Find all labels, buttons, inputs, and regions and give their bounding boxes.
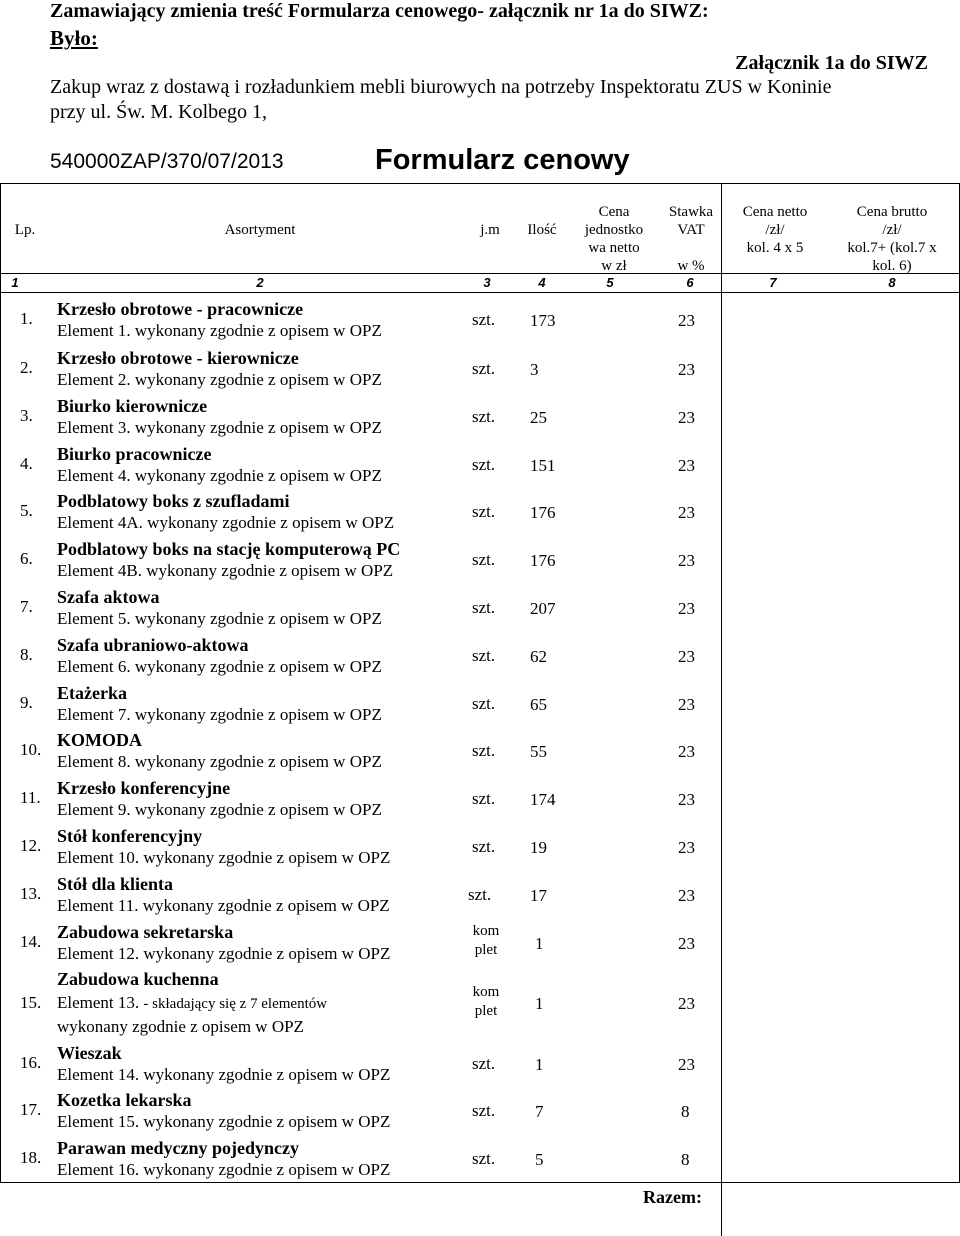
row-element-desc-continued: wykonany zgodnie z opisem w OPZ [57, 1017, 304, 1036]
row-element-desc: Element 16. wykonany zgodnie z opisem w OPZ [57, 1160, 391, 1179]
row-unit: kom plet [472, 923, 500, 958]
row-vat-rate: 8 [681, 1102, 690, 1121]
row-quantity: 5 [535, 1150, 544, 1169]
row-unit: szt. [468, 885, 492, 904]
row-quantity: 176 [530, 551, 556, 570]
row-unit: szt. [472, 407, 496, 426]
col-header-stawka-vat: Stawka VAT w % [668, 204, 714, 274]
row-vat-rate: 23 [678, 695, 695, 714]
header-divider [0, 273, 960, 274]
row-quantity: 17 [530, 886, 547, 905]
row-quantity: 176 [530, 503, 556, 522]
row-lp: 18. [20, 1148, 42, 1167]
row-vat-rate: 23 [678, 360, 695, 379]
row-unit: szt. [472, 310, 496, 329]
row-item-name: KOMODA [57, 730, 142, 750]
row-unit: szt. [472, 455, 496, 474]
row-element-desc: Element 11. wykonany zgodnie z opisem w OPZ [57, 896, 390, 915]
row-vat-rate: 8 [681, 1150, 690, 1169]
row-element-desc: Element 4A. wykonany zgodnie z opisem w OPZ [57, 513, 395, 532]
row-vat-rate: 23 [678, 551, 695, 570]
column-numbers-divider [0, 292, 960, 293]
row-lp: 6. [20, 549, 33, 568]
row-item-name: Szafa ubraniowo-aktowa [57, 635, 249, 655]
row-lp: 17. [20, 1100, 42, 1119]
row-quantity: 65 [530, 695, 547, 714]
row-lp: 1. [20, 309, 33, 328]
row-element-desc: Element 10. wykonany zgodnie z opisem w OPZ [57, 848, 391, 867]
col-number-4: 4 [538, 275, 546, 290]
col-header-ilosc: Ilość [527, 222, 557, 238]
row-lp: 11. [20, 788, 41, 807]
row-unit: szt. [472, 646, 496, 665]
col-number-5: 5 [606, 275, 614, 290]
row-item-name: Krzesło obrotowe - kierownicze [57, 348, 299, 368]
page-title: Formularz cenowy [375, 144, 630, 176]
row-element-desc: Element 5. wykonany zgodnie z opisem w OPZ [57, 609, 382, 628]
row-item-name: Parawan medyczny pojedynczy [57, 1138, 299, 1158]
row-item-name: Etażerka [57, 683, 127, 703]
row-quantity: 7 [535, 1102, 544, 1121]
row-element-desc: Element 13. - składający się z 7 elementów [57, 993, 328, 1012]
row-quantity: 1 [535, 1055, 544, 1074]
table-top-border [0, 183, 960, 184]
subject-line-1: Zakup wraz z dostawą i rozładunkiem mebli biurowych na potrzeby Inspektoratu ZUS w Koninie [50, 76, 832, 98]
row-element-desc: Element 6. wykonany zgodnie z opisem w OPZ [57, 657, 382, 676]
row-item-name: Krzesło obrotowe - pracownicze [57, 299, 304, 319]
row-element-desc: Element 3. wykonany zgodnie z opisem w OPZ [57, 418, 382, 437]
row-element-desc: Element 7. wykonany zgodnie z opisem w OPZ [57, 705, 382, 724]
col-number-2: 2 [256, 275, 264, 290]
row-vat-rate: 23 [678, 1055, 695, 1074]
row-quantity: 1 [535, 994, 544, 1013]
row-lp: 9. [20, 693, 33, 712]
change-notice-heading: Zamawiający zmienia treść Formularza cenowego- załącznik nr 1a do SIWZ: [50, 0, 709, 22]
row-vat-rate: 23 [678, 742, 695, 761]
row-lp: 5. [20, 501, 33, 520]
case-number: 540000ZAP/370/07/2013 [50, 150, 284, 173]
col-header-lp: Lp. [14, 222, 36, 238]
row-item-name: Zabudowa sekretarska [57, 922, 234, 942]
row-quantity: 3 [530, 360, 539, 379]
row-vat-rate: 23 [678, 886, 695, 905]
row-quantity: 62 [530, 647, 547, 666]
row-quantity: 25 [530, 408, 547, 427]
row-quantity: 207 [530, 599, 556, 618]
row-quantity: 19 [530, 838, 547, 857]
row-vat-rate: 23 [678, 647, 695, 666]
col-number-8: 8 [888, 275, 896, 290]
col-number-7: 7 [769, 275, 777, 290]
row-unit: szt. [472, 1149, 496, 1168]
row-lp: 15. [20, 993, 42, 1012]
row-unit: szt. [472, 502, 496, 521]
row-lp: 14. [20, 932, 42, 951]
row-unit: kom plet [472, 984, 500, 1019]
row-quantity: 174 [530, 790, 556, 809]
row-vat-rate: 23 [678, 934, 695, 953]
row-vat-rate: 23 [678, 838, 695, 857]
col-number-1: 1 [11, 275, 19, 290]
row-vat-rate: 23 [678, 408, 695, 427]
grid-line-netto [721, 183, 722, 1236]
col-header-jm: j.m [480, 222, 500, 238]
row-quantity: 1 [535, 934, 544, 953]
row-vat-rate: 23 [678, 790, 695, 809]
col-header-asortyment: Asortyment [224, 222, 296, 238]
row-lp: 4. [20, 454, 33, 473]
row-lp: 7. [20, 597, 33, 616]
row-unit: szt. [472, 789, 496, 808]
row-lp: 3. [20, 406, 33, 425]
row-unit: szt. [472, 1054, 496, 1073]
row-element-desc: Element 9. wykonany zgodnie z opisem w OPZ [57, 800, 382, 819]
row-lp: 2. [20, 358, 33, 377]
row-vat-rate: 23 [678, 311, 695, 330]
row-unit: szt. [472, 598, 496, 617]
row-item-name: Stół dla klienta [57, 874, 174, 894]
grid-line-left [0, 183, 1, 1182]
row-lp: 12. [20, 836, 42, 855]
row-item-name: Podblatowy boks z szufladami [57, 491, 290, 511]
row-quantity: 55 [530, 742, 547, 761]
row-unit: szt. [472, 359, 496, 378]
row-item-name: Zabudowa kuchenna [57, 969, 219, 989]
row-unit: szt. [472, 694, 496, 713]
row-vat-rate: 23 [678, 456, 695, 475]
col-number-3: 3 [483, 275, 491, 290]
row-vat-rate: 23 [678, 599, 695, 618]
row-vat-rate: 23 [678, 503, 695, 522]
row-element-desc: Element 12. wykonany zgodnie z opisem w OPZ [57, 944, 391, 963]
row-element-desc: Element 1. wykonany zgodnie z opisem w OPZ [57, 321, 382, 340]
col-header-cena-brutto: Cena brutto /zł/ kol.7+ (kol.7 x kol. 6) [847, 204, 937, 274]
row-unit: szt. [472, 1101, 496, 1120]
row-quantity: 173 [530, 311, 556, 330]
row-unit: szt. [472, 837, 496, 856]
row-vat-rate: 23 [678, 994, 695, 1013]
row-lp: 13. [20, 884, 42, 903]
was-label: Było: [50, 26, 98, 50]
row-element-desc: Element 2. wykonany zgodnie z opisem w OPZ [57, 370, 382, 389]
row-unit: szt. [472, 741, 496, 760]
row-element-desc: Element 8. wykonany zgodnie z opisem w OPZ [57, 752, 382, 771]
row-unit: szt. [472, 550, 496, 569]
row-item-name: Biurko pracownicze [57, 444, 212, 464]
row-item-name: Biurko kierownicze [57, 396, 208, 416]
row-item-name: Krzesło konferencyjne [57, 778, 231, 798]
row-element-desc: Element 4B. wykonany zgodnie z opisem w OPZ [57, 561, 394, 580]
attachment-label: Załącznik 1a do SIWZ [735, 52, 928, 74]
row-element-desc: Element 15. wykonany zgodnie z opisem w OPZ [57, 1112, 391, 1131]
row-element-desc: Element 4. wykonany zgodnie z opisem w OPZ [57, 466, 382, 485]
total-label: Razem: [643, 1187, 702, 1207]
row-item-name: Wieszak [57, 1043, 122, 1063]
row-quantity: 151 [530, 456, 556, 475]
row-lp: 8. [20, 645, 33, 664]
col-number-6: 6 [686, 275, 694, 290]
row-item-name: Szafa aktowa [57, 587, 160, 607]
row-lp: 10. [20, 740, 42, 759]
table-bottom-border [0, 1182, 960, 1183]
col-header-cena-netto: Cena netto /zł/ kol. 4 x 5 [742, 204, 808, 256]
row-element-desc: Element 14. wykonany zgodnie z opisem w OPZ [57, 1065, 391, 1084]
row-item-name: Podblatowy boks na stację komputerową PC [57, 539, 401, 559]
subject-line-2: przy ul. Św. M. Kolbego 1, [50, 101, 268, 123]
row-lp: 16. [20, 1053, 42, 1072]
row-item-name: Stół konferencyjny [57, 826, 203, 846]
col-header-cena-jednostkowa: Cena jednostko wa netto w zł [584, 204, 644, 274]
row-item-name: Kozetka lekarska [57, 1090, 192, 1110]
